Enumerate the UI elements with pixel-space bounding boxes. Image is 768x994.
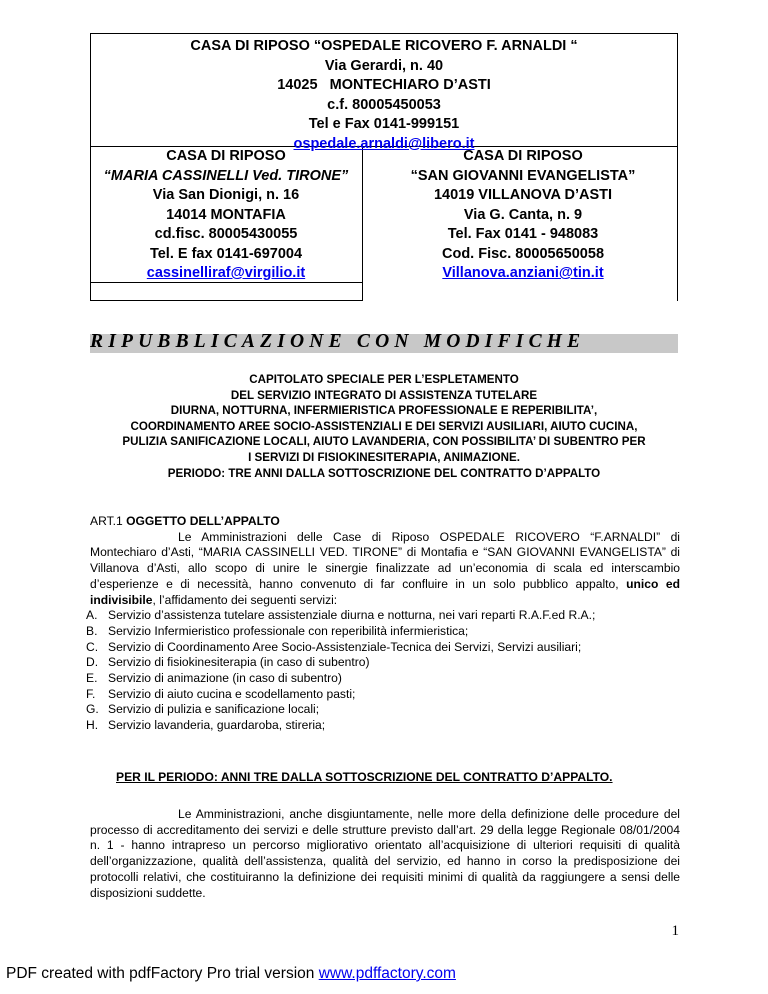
list-text: Servizio di aiuto cucina e scodellamento pasti; xyxy=(108,686,356,701)
list-item xyxy=(86,686,680,703)
right-home-tel: Tel. Fax 0141 - 948083 xyxy=(447,226,599,242)
article-1 xyxy=(86,514,680,734)
list-text: Servizio di fisiokinesiterapia (in caso di subentro) xyxy=(108,655,370,670)
right-home-city: 14019 VILLANOVA D’ASTI xyxy=(433,187,613,203)
list-letter: H. xyxy=(86,718,99,733)
article-title: OGGETTO DELL’APPALTO xyxy=(126,514,280,528)
list-text: Servizio lavanderia, guardaroba, stireria; xyxy=(108,718,326,733)
left-home-tel: Tel. E fax 0141-697004 xyxy=(149,245,303,262)
services-list xyxy=(86,608,680,734)
main-home-city: 14025 MONTECHIARO D’ASTI xyxy=(277,77,491,93)
paragraph-bold: unico ed indivisibile xyxy=(90,576,680,607)
paragraph-text: Le Amministrazioni delle Case di Riposo OSPEDALE RICOVERO “F.ARNALDI” di Montechiaro d’Asti, “MARIA CASSINELLI VED. TIRONE” di Montafia e “SAN GIOVANNI EVANGELISTA” di Villanova d’Asti, allo scopo di unire le sinergie finalizzate ad un’economia di scala ed interscambio d’esperienze e di necessità, hanno convenuto di far confluire in un solo pubblico appalto, xyxy=(90,529,680,591)
footer-text: PDF created with pdfFactory Pro trial version xyxy=(6,965,319,982)
left-home-email-link[interactable]: cassinelliraf@virgilio.it xyxy=(146,265,306,281)
list-item xyxy=(86,608,680,624)
right-home-line1: CASA DI RIPOSO xyxy=(463,148,583,164)
header-left-base-border xyxy=(90,300,362,301)
main-home-cf: c.f. 80005450053 xyxy=(327,96,441,113)
republication-banner: RIPUBBLICAZIONE CON MODIFICHE xyxy=(90,331,586,352)
title-line: DEL SERVIZIO INTEGRATO DI ASSISTENZA TUTELARE xyxy=(230,388,538,402)
right-home-line2: “SAN GIOVANNI EVANGELISTA” xyxy=(410,167,636,184)
title-line: COORDINAMENTO AREE SOCIO-ASSISTENZIALI E DEI SERVIZI AUSILIARI, AIUTO CUCINA, xyxy=(130,419,638,433)
left-home-cf: cd.fisc. 80005430055 xyxy=(154,226,298,242)
right-home-email-link[interactable]: Villanova.anziani@tin.it xyxy=(442,265,604,281)
accreditation-paragraph: Le Amministrazioni, anche disgiuntamente, nelle more della definizione delle procedure del processo di accreditamento dei servizi e delle strutture previsto dall’art. 29 della legge Regionale 08/01/2004 n. 1 - hanno intrapreso un percorso migliorativo orientato all’acquisizione di ulteriori requisiti di qualità dell’organizzazione, qualità dell’assistenza, qualità del servizio, ed hanno in corso la predisposizione dei protocolli relativi, che costituiranno la definizione dei requisiti minimi di qualità da raggiungere a sensi delle disposizioni suddette. xyxy=(90,807,680,900)
list-item xyxy=(86,671,680,687)
paragraph-text-end: , l’affidamento dei seguenti servizi: xyxy=(152,592,338,607)
title-line: CAPITOLATO SPECIALE PER L’ESPLETAMENTO xyxy=(249,373,519,386)
left-home-block xyxy=(90,147,362,284)
left-home-line2: “MARIA CASSINELLI Ved. TIRONE” xyxy=(103,167,349,184)
list-item xyxy=(86,718,680,734)
list-text: Servizio di pulizia e sanificazione locali; xyxy=(108,702,320,717)
main-home-block xyxy=(90,37,678,154)
footer-link[interactable]: www.pdffactory.com xyxy=(318,965,456,982)
article-number: ART.1 xyxy=(90,514,127,528)
list-letter: G. xyxy=(86,702,99,717)
list-letter: C. xyxy=(86,639,99,654)
list-item xyxy=(86,655,680,671)
list-text: Servizio di animazione (in caso di subentro) xyxy=(108,671,342,686)
main-home-tel: Tel e Fax 0141-999151 xyxy=(308,116,460,132)
title-line: PERIODO: TRE ANNI DALLA SOTTOSCRIZIONE DEL CONTRATTO D’APPALTO xyxy=(167,466,601,480)
header-top-border xyxy=(90,33,678,34)
header-box xyxy=(90,33,678,301)
right-home-address: Via G. Canta, n. 9 xyxy=(463,206,583,223)
list-text: Servizio d’assistenza tutelare assistenziale diurna e notturna, nei vari reparti R.A.F.ed R.A.; xyxy=(108,608,596,623)
list-letter: D. xyxy=(86,655,99,670)
title-line: DIURNA, NOTTURNA, INFERMIERISTICA PROFESSIONALE E REPERIBILITA’, xyxy=(170,404,598,418)
title-line: I SERVIZI DI FISIOKINESITERAPIA, ANIMAZIONE. xyxy=(248,450,520,464)
header-col-divider xyxy=(362,146,363,301)
list-letter: B. xyxy=(86,623,98,638)
document-title xyxy=(90,372,678,481)
list-item xyxy=(86,702,680,718)
title-line: PULIZIA SANIFICAZIONE LOCALI, AIUTO LAVANDERIA, CON POSSIBILITA’ DI SUBENTRO PER xyxy=(122,435,646,449)
page-number: 1 xyxy=(671,923,679,939)
article-1-paragraph xyxy=(90,530,680,609)
list-text: Servizio Infermieristico professionale con reperibilità infermieristica; xyxy=(108,623,469,638)
main-home-name: CASA DI RIPOSO “OSPEDALE RICOVERO F. ARNALDI “ xyxy=(190,38,578,54)
list-letter: F. xyxy=(86,686,96,701)
contract-period: PER IL PERIODO: ANNI TRE DALLA SOTTOSCRIZIONE DEL CONTRATTO D’APPALTO. xyxy=(116,770,613,784)
list-item xyxy=(86,623,680,640)
list-text: Servizio di Coordinamento Aree Socio-Assistenziale-Tecnica dei Servizi, Servizi ausiliari; xyxy=(108,639,582,654)
list-item xyxy=(86,639,680,656)
right-home-cf: Cod. Fisc. 80005650058 xyxy=(441,245,605,262)
article-1-heading xyxy=(90,514,680,530)
main-home-address: Via Gerardi, n. 40 xyxy=(324,57,444,74)
list-letter: A. xyxy=(86,608,98,623)
left-home-line1: CASA DI RIPOSO xyxy=(166,148,286,164)
list-letter: E. xyxy=(86,671,98,686)
right-home-block xyxy=(368,147,678,284)
pdf-footer xyxy=(6,965,456,983)
main-home-email-link[interactable]: ospedale.arnaldi@libero.it xyxy=(293,135,475,152)
left-home-city: 14014 MONTAFIA xyxy=(166,206,286,223)
left-home-address: Via San Dionigi, n. 16 xyxy=(152,187,300,203)
